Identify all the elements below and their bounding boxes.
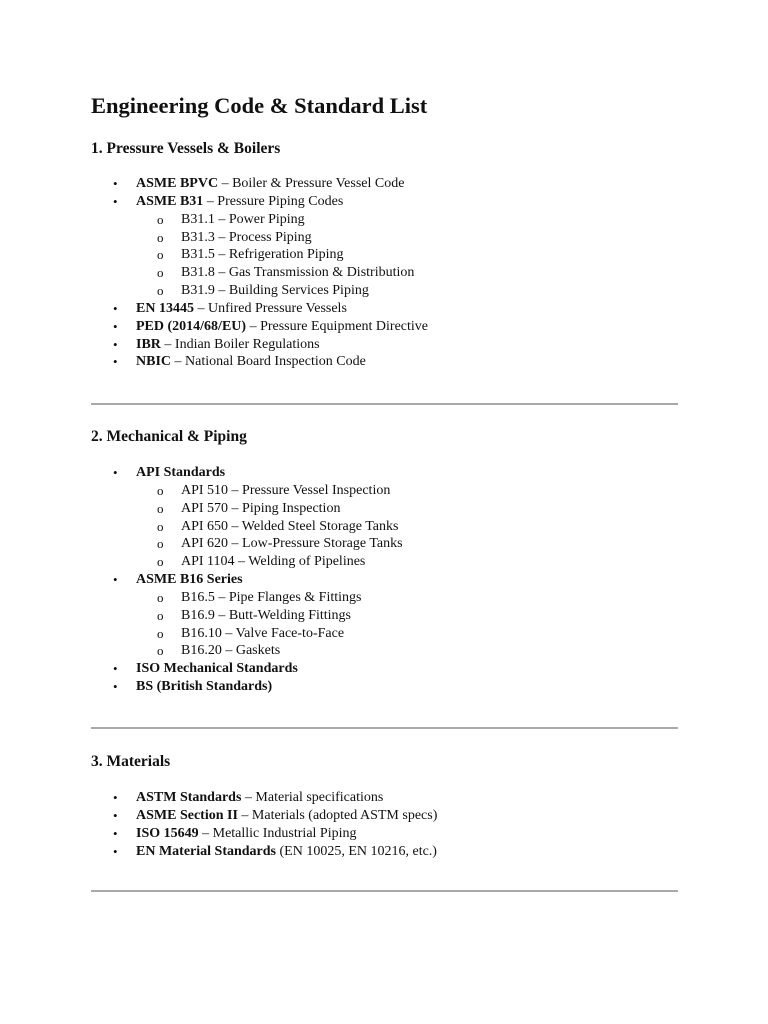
item-code: ASTM Standards bbox=[136, 790, 242, 805]
item-description: API 650 – Welded Steel Storage Tanks bbox=[181, 518, 399, 534]
section-divider bbox=[91, 727, 678, 729]
item-description: B31.5 – Refrigeration Piping bbox=[181, 247, 344, 263]
item-description: (EN 10025, EN 10216, etc.) bbox=[276, 843, 437, 859]
item-description: – Pressure Equipment Directive bbox=[246, 318, 429, 334]
item-description: B31.1 – Power Piping bbox=[181, 211, 305, 227]
bullet-marker: • bbox=[113, 318, 118, 334]
item-description: B31.8 – Gas Transmission & Distribution bbox=[181, 265, 415, 281]
item-code: ISO Mechanical Standards bbox=[136, 661, 298, 677]
bullet-marker: • bbox=[113, 572, 118, 588]
list-item bbox=[0, 571, 403, 589]
item-code: IBR bbox=[136, 336, 161, 352]
list-item bbox=[0, 318, 428, 336]
bullet-marker: • bbox=[113, 843, 118, 859]
item-code: ASME B16 Series bbox=[136, 572, 243, 588]
sub-list-item bbox=[0, 607, 403, 625]
bullet-marker: • bbox=[113, 807, 118, 823]
bullet-marker: • bbox=[113, 300, 118, 316]
sub-list-item bbox=[0, 211, 428, 229]
list-item bbox=[0, 336, 428, 354]
item-description: – Materials (adopted ASTM specs) bbox=[237, 807, 438, 823]
sub-list-item bbox=[0, 229, 428, 247]
item-description: – Boiler & Pressure Vessel Code bbox=[218, 176, 405, 191]
section-list-materials bbox=[0, 789, 437, 860]
sub-list-item bbox=[0, 625, 403, 643]
bullet-marker: • bbox=[113, 825, 118, 841]
item-code: EN Material Standards bbox=[136, 843, 276, 859]
bullet-marker: • bbox=[113, 336, 118, 352]
sub-list-item bbox=[0, 589, 403, 607]
sub-bullet-marker: o bbox=[157, 554, 164, 570]
section-heading-mechanical-piping: 2. Mechanical & Piping bbox=[91, 428, 247, 445]
item-description: – Metallic Industrial Piping bbox=[198, 825, 357, 841]
sub-list-item bbox=[0, 553, 403, 571]
bullet-marker: • bbox=[113, 354, 118, 370]
item-description: B16.9 – Butt-Welding Fittings bbox=[181, 607, 351, 623]
list-item bbox=[0, 789, 437, 807]
list-item bbox=[0, 464, 403, 482]
list-item bbox=[0, 175, 428, 193]
list-item bbox=[0, 193, 428, 211]
list-item bbox=[0, 843, 437, 861]
sub-list-item bbox=[0, 500, 403, 518]
section-list-pressure-vessels bbox=[0, 175, 428, 371]
item-code: API Standards bbox=[136, 465, 226, 480]
list-item bbox=[0, 807, 437, 825]
item-description: B16.10 – Valve Face-to-Face bbox=[181, 625, 345, 641]
item-code: ASME Section II bbox=[136, 807, 238, 823]
item-description: – Pressure Piping Codes bbox=[203, 193, 344, 209]
item-code: ASME B31 bbox=[136, 193, 204, 209]
sub-bullet-marker: o bbox=[157, 229, 164, 245]
item-description: API 510 – Pressure Vessel Inspection bbox=[181, 482, 391, 498]
list-item bbox=[0, 678, 403, 696]
bullet-marker: • bbox=[113, 790, 118, 805]
item-description: API 620 – Low-Pressure Storage Tanks bbox=[181, 536, 403, 552]
section-divider bbox=[91, 403, 678, 405]
bullet-marker: • bbox=[113, 176, 118, 191]
bullet-marker: • bbox=[113, 661, 118, 677]
section-heading-materials: 3. Materials bbox=[91, 753, 171, 770]
item-description: – Unfired Pressure Vessels bbox=[193, 300, 347, 316]
bullet-marker: • bbox=[113, 465, 118, 480]
item-code: NBIC bbox=[136, 354, 172, 370]
sub-bullet-marker: o bbox=[157, 589, 164, 605]
sub-bullet-marker: o bbox=[157, 500, 164, 516]
item-code: PED (2014/68/EU) bbox=[136, 318, 247, 334]
sub-list-item bbox=[0, 282, 428, 300]
item-description: – Material specifications bbox=[241, 790, 384, 805]
sub-list-item bbox=[0, 642, 403, 660]
bullet-marker: • bbox=[113, 679, 118, 695]
item-description: B16.5 – Pipe Flanges & Fittings bbox=[181, 589, 362, 605]
item-code: BS (British Standards) bbox=[136, 679, 273, 695]
item-code: EN 13445 bbox=[136, 300, 194, 316]
sub-bullet-marker: o bbox=[157, 607, 164, 623]
section-list-mechanical-piping bbox=[0, 464, 403, 696]
sub-bullet-marker: o bbox=[157, 283, 164, 299]
sub-list-item bbox=[0, 264, 428, 282]
sub-bullet-marker: o bbox=[157, 482, 164, 498]
sub-bullet-marker: o bbox=[157, 643, 164, 659]
item-code: ISO 15649 bbox=[136, 825, 199, 841]
sub-bullet-marker: o bbox=[157, 625, 164, 641]
item-description: API 1104 – Welding of Pipelines bbox=[181, 554, 366, 570]
sub-bullet-marker: o bbox=[157, 536, 164, 552]
item-description: – Indian Boiler Regulations bbox=[160, 336, 320, 352]
list-item bbox=[0, 300, 428, 318]
sub-bullet-marker: o bbox=[157, 247, 164, 263]
page-title: Engineering Code & Standard List bbox=[91, 93, 428, 118]
item-description: B31.9 – Building Services Piping bbox=[181, 283, 369, 299]
section-heading-pressure-vessels: 1. Pressure Vessels & Boilers bbox=[91, 140, 281, 157]
item-description: B16.20 – Gaskets bbox=[181, 643, 281, 659]
sub-list-item bbox=[0, 482, 403, 500]
section-divider bbox=[91, 890, 678, 892]
item-description: API 570 – Piping Inspection bbox=[181, 500, 341, 516]
sub-bullet-marker: o bbox=[157, 211, 164, 227]
item-description: B31.3 – Process Piping bbox=[181, 229, 312, 245]
list-item bbox=[0, 353, 428, 371]
item-description: – National Board Inspection Code bbox=[171, 354, 366, 370]
list-item bbox=[0, 825, 437, 843]
sub-list-item bbox=[0, 518, 403, 536]
sub-list-item bbox=[0, 246, 428, 264]
item-code: ASME BPVC bbox=[136, 176, 219, 191]
sub-list-item bbox=[0, 535, 403, 553]
sub-bullet-marker: o bbox=[157, 518, 164, 534]
list-item bbox=[0, 660, 403, 678]
sub-bullet-marker: o bbox=[157, 265, 164, 281]
bullet-marker: • bbox=[113, 193, 118, 209]
